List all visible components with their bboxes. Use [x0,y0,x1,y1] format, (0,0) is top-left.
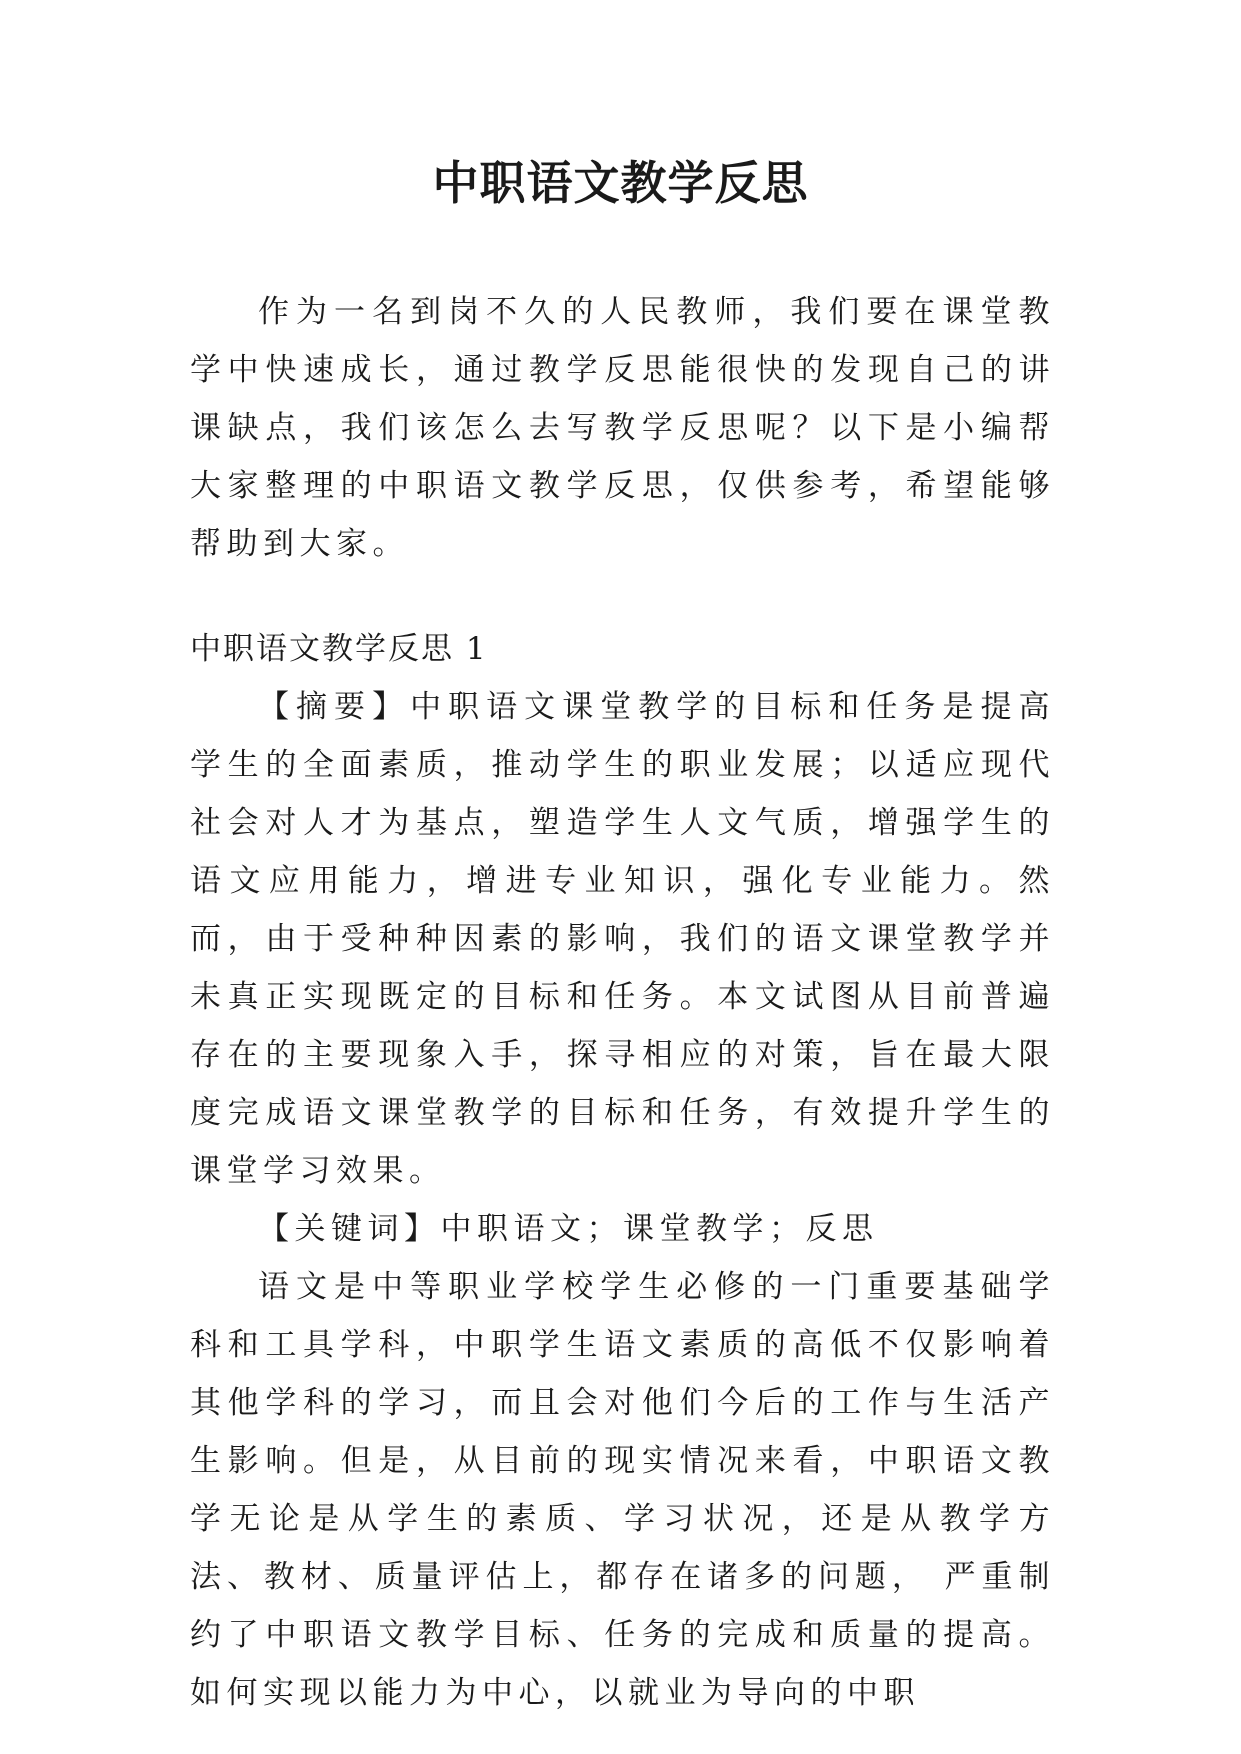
intro-paragraph: 作为一名到岗不久的人民教师，我们要在课堂教学中快速成长，通过教学反思能很快的发现自己的讲课缺点，我们该怎么去写教学反思呢？以下是小编帮大家整理的中职语文教学反思，仅供参考，希望能够帮助到大家。 [190,294,1055,562]
abstract-paragraph: 【摘要】中职语文课堂教学的目标和任务是提高学生的全面素质，推动学生的职业发展；以适应现代社会对人才为基点，塑造学生人文气质，增强学生的语文应用能力，增进专业知识，强化专业能力。然而，由于受种种因素的影响，我们的语文课堂教学并未真正实现既定的目标和任务。本文试图从目前普遍存在的主要现象入手，探寻相应的对策，旨在最大限度完成语文课堂教学的目标和任务，有效提升学生的课堂学习效果。 [190,689,1055,1189]
keywords-paragraph: 【关键词】中职语文；课堂教学；反思 [258,1211,879,1247]
section-heading: 中职语文教学反思 1 [190,631,488,667]
body-paragraph: 语文是中等职业学校学生必修的一门重要基础学科和工具学科，中职学生语文素质的高低不仅影响着其他学科的学习，而且会对他们今后的工作与生活产生影响。但是，从目前的现实情况来看，中职语文教学无论是从学生的素质、学习状况，还是从教学方法、教材、质量评估上，都存在诸多的问题， 严重制约了中职语文教学目标、任务的完成和质量的提高。如何实现以能力为中心，以就业为导向的中职 [190,1269,1055,1711]
document-title: 中职语文教学反思 [432,156,809,210]
document-body [190,283,1055,1722]
